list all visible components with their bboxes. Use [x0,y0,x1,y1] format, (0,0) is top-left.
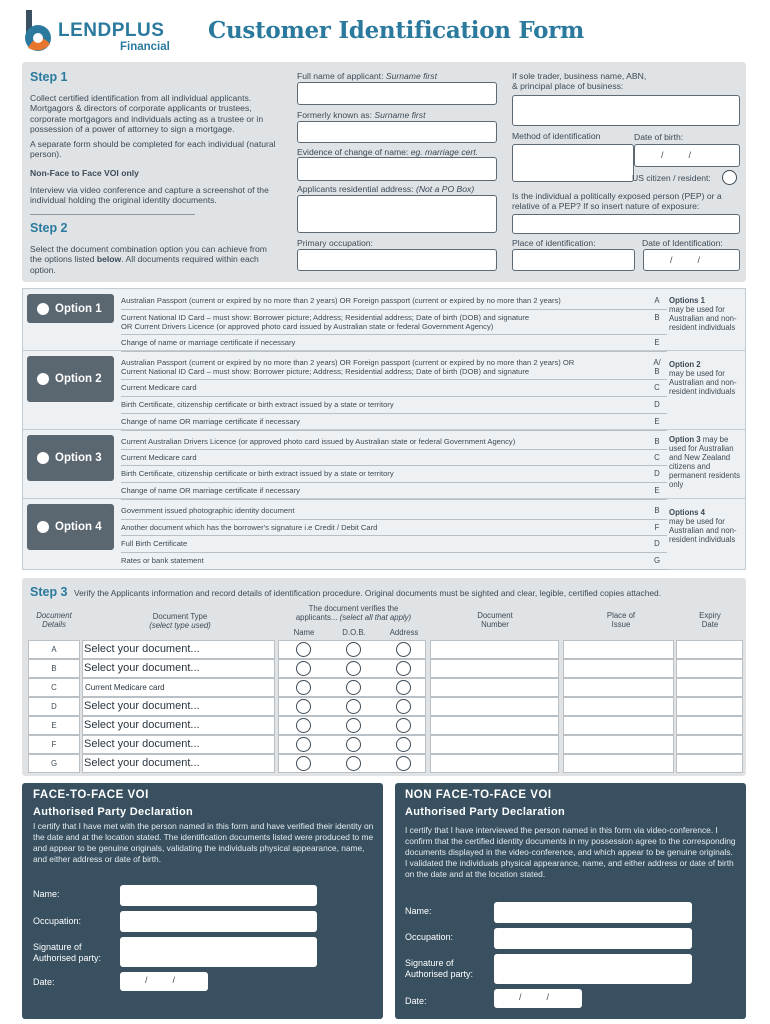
verify-dob-radio[interactable] [346,680,361,695]
step3-title: Step 3 [30,585,68,599]
option-4-badge[interactable] [27,504,114,550]
verify-dob-radio[interactable] [346,718,361,733]
document-type-value: Select your document... [84,700,200,712]
nf2f-occupation-input[interactable] [494,928,692,949]
f2f-date-value: / / [145,975,176,985]
brand-name: LENDPLUS [58,20,165,41]
pep-input[interactable] [512,214,740,234]
place-id-input[interactable] [512,249,635,271]
option-document-text: Current Australian Drivers Licence (or approved photo card issued by Australian state or federal Government Agency) [121,436,516,446]
expiry-date-input[interactable] [676,735,743,754]
option-note-title: Options 4 [669,508,705,517]
face-to-face-declaration [22,783,383,1019]
option-document-letter: A/ B [653,358,661,377]
option-document-text: Government issued photographic identity document [121,506,295,516]
f2f-subtitle: Authorised Party Declaration [33,806,193,818]
step2-text [30,244,280,275]
header-verifies-hint: (select all that apply) [339,613,412,622]
verify-address-radio[interactable] [396,699,411,714]
verify-name-radio[interactable] [296,756,311,771]
option-note-text: may be used for Australian and non-resident individuals [669,517,737,544]
verify-address-radio[interactable] [396,756,411,771]
option-document-row [121,520,667,536]
step2-text-a: Select the document combination option you can achieve from the options listed [30,244,267,265]
sole-trader-label: If sole trader, business name, ABN, & principal place of business: [512,71,647,91]
verify-address-radio[interactable] [396,737,411,752]
dob-input[interactable] [634,144,740,167]
place-of-issue-input[interactable] [563,659,674,678]
formerly-known-input[interactable] [297,121,497,143]
option-3-note [669,435,741,489]
option-document-letter: F [654,523,660,532]
option-document-row [121,397,667,414]
verify-address-radio[interactable] [396,680,411,695]
option-document-row [121,466,667,483]
document-type-value: Select your document... [84,662,200,674]
option-document-row [121,380,667,397]
document-number-input[interactable] [430,659,559,678]
option-document-text: Current Medicare card [121,452,197,462]
option-document-text: Change of name OR marriage certificate if necessary [121,486,300,496]
row-letter: D [51,702,57,711]
header-document-number: Document Number [477,611,513,629]
option-document-text: Australian Passport (current or expired by no more than 2 years) OR Foreign passport (current or expired by no more than 2 years) [121,296,561,306]
option-document-row [121,553,667,570]
option-document-text: Full Birth Certificate [121,539,188,549]
f2f-occupation-input[interactable] [120,911,317,932]
lendplus-logo-icon [20,8,56,54]
option-document-letter: B [654,313,660,322]
option-document-text: Current National ID Card – must show: Borrower picture; Address; Residential address; Date of birth (DOB) and signature OR Current Drivers Licence (or approved photo card issued by Australian state or federal Government Agency) [121,312,530,331]
voi-text: Interview via video conference and capture a screenshot of the individual holding the original identity documents. [30,185,269,206]
full-name-label: Full name of applicant: Surname first [297,71,437,81]
option-1-badge[interactable] [27,294,114,323]
document-type-value: Select your document... [84,643,200,655]
nf2f-date-value: / / [519,992,550,1002]
place-of-issue-input[interactable] [563,678,674,697]
expiry-date-input[interactable] [676,716,743,735]
option-2-note [669,360,741,396]
us-citizen-label: US citizen / resident: [632,173,711,183]
option-document-letter: A [654,296,660,305]
document-type-value: Select your document... [84,738,200,750]
f2f-text: I certify that I have met with the person named in this form and have verified their identity on the date and at the location stated. The identification documents listed were produced to me and appear to be genuine originals, validating the individuals physical appearance, name, and either address or date of birth. [33,821,374,864]
f2f-title: FACE-TO-FACE VOI [33,789,149,801]
step3-heading [30,583,661,601]
option-label: Option 3 [55,452,102,464]
option-document-row [121,503,667,520]
verify-dob-radio[interactable] [346,642,361,657]
document-number-input[interactable] [430,754,559,773]
option-4-note [669,508,741,544]
option-document-row [121,293,667,310]
voi-title: Non-Face to Face VOI only [30,168,139,178]
option-document-letter: G [653,556,661,565]
option-note-title: Option 3 [669,435,701,444]
option-3-badge[interactable] [27,435,114,481]
step1-title: Step 1 [30,70,68,84]
place-of-issue-input[interactable] [563,640,674,659]
f2f-date-input[interactable] [120,972,208,991]
verify-address-radio[interactable] [396,718,411,733]
option-note-title: Option 2 [669,360,701,369]
non-face-to-face-declaration [395,783,746,1019]
header-name: Name [293,628,315,637]
place-of-issue-input[interactable] [563,735,674,754]
step2-text-b: . All documents required within each option. [30,254,259,275]
us-citizen-checkbox[interactable] [722,170,737,185]
document-type-value: Current Medicare card [85,683,165,692]
header-dob: D.O.B. [342,628,366,637]
expiry-date-input[interactable] [676,754,743,773]
verify-name-radio[interactable] [296,718,311,733]
date-id-input[interactable] [643,249,740,271]
option-document-text: Birth Certificate, citizenship certificate or birth extract issued by a state or territory [121,400,394,410]
verify-address-radio[interactable] [396,642,411,657]
option-document-row [121,450,667,466]
formerly-known-label: Formerly known as: Surname first [297,110,426,120]
option-document-letter: C [654,453,660,462]
header-verifies [281,604,426,622]
header-document-details: Document Details [36,611,72,629]
option-document-letter: C [654,383,660,392]
option-document-text: Change of name or marriage certificate if necessary [121,338,296,348]
f2f-name-label: Name: [33,889,60,899]
verify-dob-radio[interactable] [346,737,361,752]
place-of-issue-input[interactable] [563,716,674,735]
step2-title: Step 2 [30,221,68,235]
option-group-divider [22,350,746,351]
row-letter: B [51,664,57,673]
option-document-text: Current Medicare card [121,383,197,393]
option-document-row [121,536,667,553]
expiry-date-input[interactable] [676,640,743,659]
nf2f-signature-input[interactable] [494,954,692,984]
verify-name-radio[interactable] [296,737,311,752]
option-document-text: Change of name OR marriage certificate if necessary [121,417,300,427]
occupation-label: Primary occupation: [297,238,373,248]
option-document-letter: D [654,400,660,409]
place-of-issue-input[interactable] [563,754,674,773]
option-document-row [121,355,667,380]
option-document-letter: E [654,417,660,426]
evidence-change-label: Evidence of change of name: eg. marriage cert. [297,147,479,157]
option-document-letter: B [654,437,660,446]
option-note-text: may be used for Australian and New Zealand citizens and permanent residents only [669,435,741,489]
header-document-type: Document Type [152,612,208,621]
option-radio-icon[interactable] [37,373,49,385]
sole-trader-input[interactable] [512,95,740,126]
f2f-date-label: Date: [33,977,55,987]
place-id-label: Place of identification: [512,238,596,248]
option-document-letter: B [654,506,660,515]
document-number-input[interactable] [430,640,559,659]
address-label: Applicants residential address: (Not a PO Box) [297,184,475,194]
address-input[interactable] [297,195,497,233]
document-type-value: Select your document... [84,757,200,769]
header-address: Address [389,628,419,637]
evidence-change-input[interactable] [297,157,497,181]
place-of-issue-input[interactable] [563,697,674,716]
verify-dob-radio[interactable] [346,661,361,676]
f2f-name-input[interactable] [120,885,317,906]
page-title: Customer Identification Form [208,17,585,44]
header-document-type-hint: (select type used) [149,621,211,630]
brand-logo [20,8,190,56]
header-verifies-text: The document verifies the applicants... [295,604,399,622]
option-document-text: Rates or bank statement [121,556,204,566]
option-radio-icon[interactable] [37,303,49,315]
verify-address-radio[interactable] [396,661,411,676]
nf2f-date-label: Date: [405,996,427,1006]
document-number-input[interactable] [430,716,559,735]
option-document-row [121,310,667,335]
option-document-text: Another document which has the borrower's signature i.e Credit / Debit Card [121,522,378,532]
row-letter: E [51,721,57,730]
expiry-date-input[interactable] [676,678,743,697]
step1-text: Collect certified identification from all individual applicants. Mortgagors & directors of corporate applicants or trustees, corporate mortgagors and individuals acting as a trustee or in possession of a power of attorney to sign a mortgage. [30,93,264,135]
option-label: Option 1 [55,302,102,315]
expiry-date-input[interactable] [676,659,743,678]
document-type-value: Select your document... [84,719,200,731]
f2f-signature-label: Signature of Authorised party: [33,942,102,963]
option-group-divider [22,429,746,430]
document-number-input[interactable] [430,735,559,754]
verify-dob-radio[interactable] [346,699,361,714]
nf2f-text: I certify that I have interviewed the person named in this form via video-conference. I confirm that the certified identity documents in my possession agree to the corresponding documents displayed in the video-conference, and which appear to be genuine originals. I validated the individuals physical appearance, name, and either address or date of birth on the date and at the location stated. [405,825,736,879]
option-document-text: Birth Certificate, citizenship certificate or birth extract issued by a state or territory [121,469,394,479]
option-document-row [121,434,667,450]
full-name-input[interactable] [297,82,497,105]
f2f-signature-input[interactable] [120,937,317,967]
option-radio-icon[interactable] [37,521,49,533]
option-1-note [669,296,741,332]
nf2f-subtitle: Authorised Party Declaration [405,806,565,818]
row-letter: A [51,645,57,654]
verify-dob-radio[interactable] [346,756,361,771]
row-letter: C [51,683,57,692]
option-document-text: Australian Passport (current or expired by no more than 2 years) OR Foreign passport (current or expired by no more than 2 years) OR Current National ID Card – must show: Borrower picture; Address; Residential address; Date of birth (DOB) and signature [121,357,575,376]
document-number-input[interactable] [430,678,559,697]
date-id-label: Date of Identification: [642,238,723,248]
method-id-input[interactable] [512,144,634,182]
option-note-title: Options 1 [669,296,705,305]
occupation-input[interactable] [297,249,497,271]
option-radio-icon[interactable] [37,452,49,464]
row-letter: G [50,759,58,768]
option-2-badge[interactable] [27,356,114,402]
option-label: Option 2 [55,373,102,385]
verify-name-radio[interactable] [296,699,311,714]
f2f-occupation-label: Occupation: [33,916,82,926]
option-note-text: may be used for Australian and non-resident individuals [669,369,737,396]
option-document-letter: E [654,486,660,495]
option-document-letter: D [654,539,660,548]
nf2f-occupation-label: Occupation: [405,932,454,942]
method-id-label: Method of identification [512,131,601,141]
step1-text-2: A separate form should be completed for each individual (natural person). [30,139,276,160]
nf2f-signature-label: Signature of Authorised party: [405,958,474,979]
step2-text-bold: below [96,254,122,265]
step-divider [30,214,195,215]
nf2f-date-input[interactable] [494,989,582,1008]
header-place-of-issue: Place of Issue [606,611,636,629]
option-document-letter: E [654,338,660,347]
dob-value: / / [661,150,692,160]
option-document-letter: D [654,469,660,478]
option-note-text: may be used for Australian and non-resident individuals [669,305,737,332]
verify-name-radio[interactable] [296,642,311,657]
brand-subname: Financial [120,41,170,53]
step3-text: Verify the Applicants information and record details of identification procedure. Original documents must be sighted and clear, legible, certified copies attached. [73,588,662,598]
verify-name-radio[interactable] [296,680,311,695]
verify-name-radio[interactable] [296,661,311,676]
row-letter: F [51,740,57,749]
nf2f-name-input[interactable] [494,902,692,923]
option-group-divider [22,498,746,499]
dob-label: Date of birth: [634,132,684,142]
header-expiry-date: Expiry Date [699,611,721,629]
nf2f-title: NON FACE-TO-FACE VOI [405,789,552,801]
nf2f-name-label: Name: [405,906,432,916]
option-label: Option 4 [55,521,102,533]
expiry-date-input[interactable] [676,697,743,716]
document-number-input[interactable] [430,697,559,716]
pep-label: Is the individual a politically exposed person (PEP) or a relative of a PEP? If so insert nature of exposure: [512,191,722,211]
date-id-value: / / [670,255,701,265]
